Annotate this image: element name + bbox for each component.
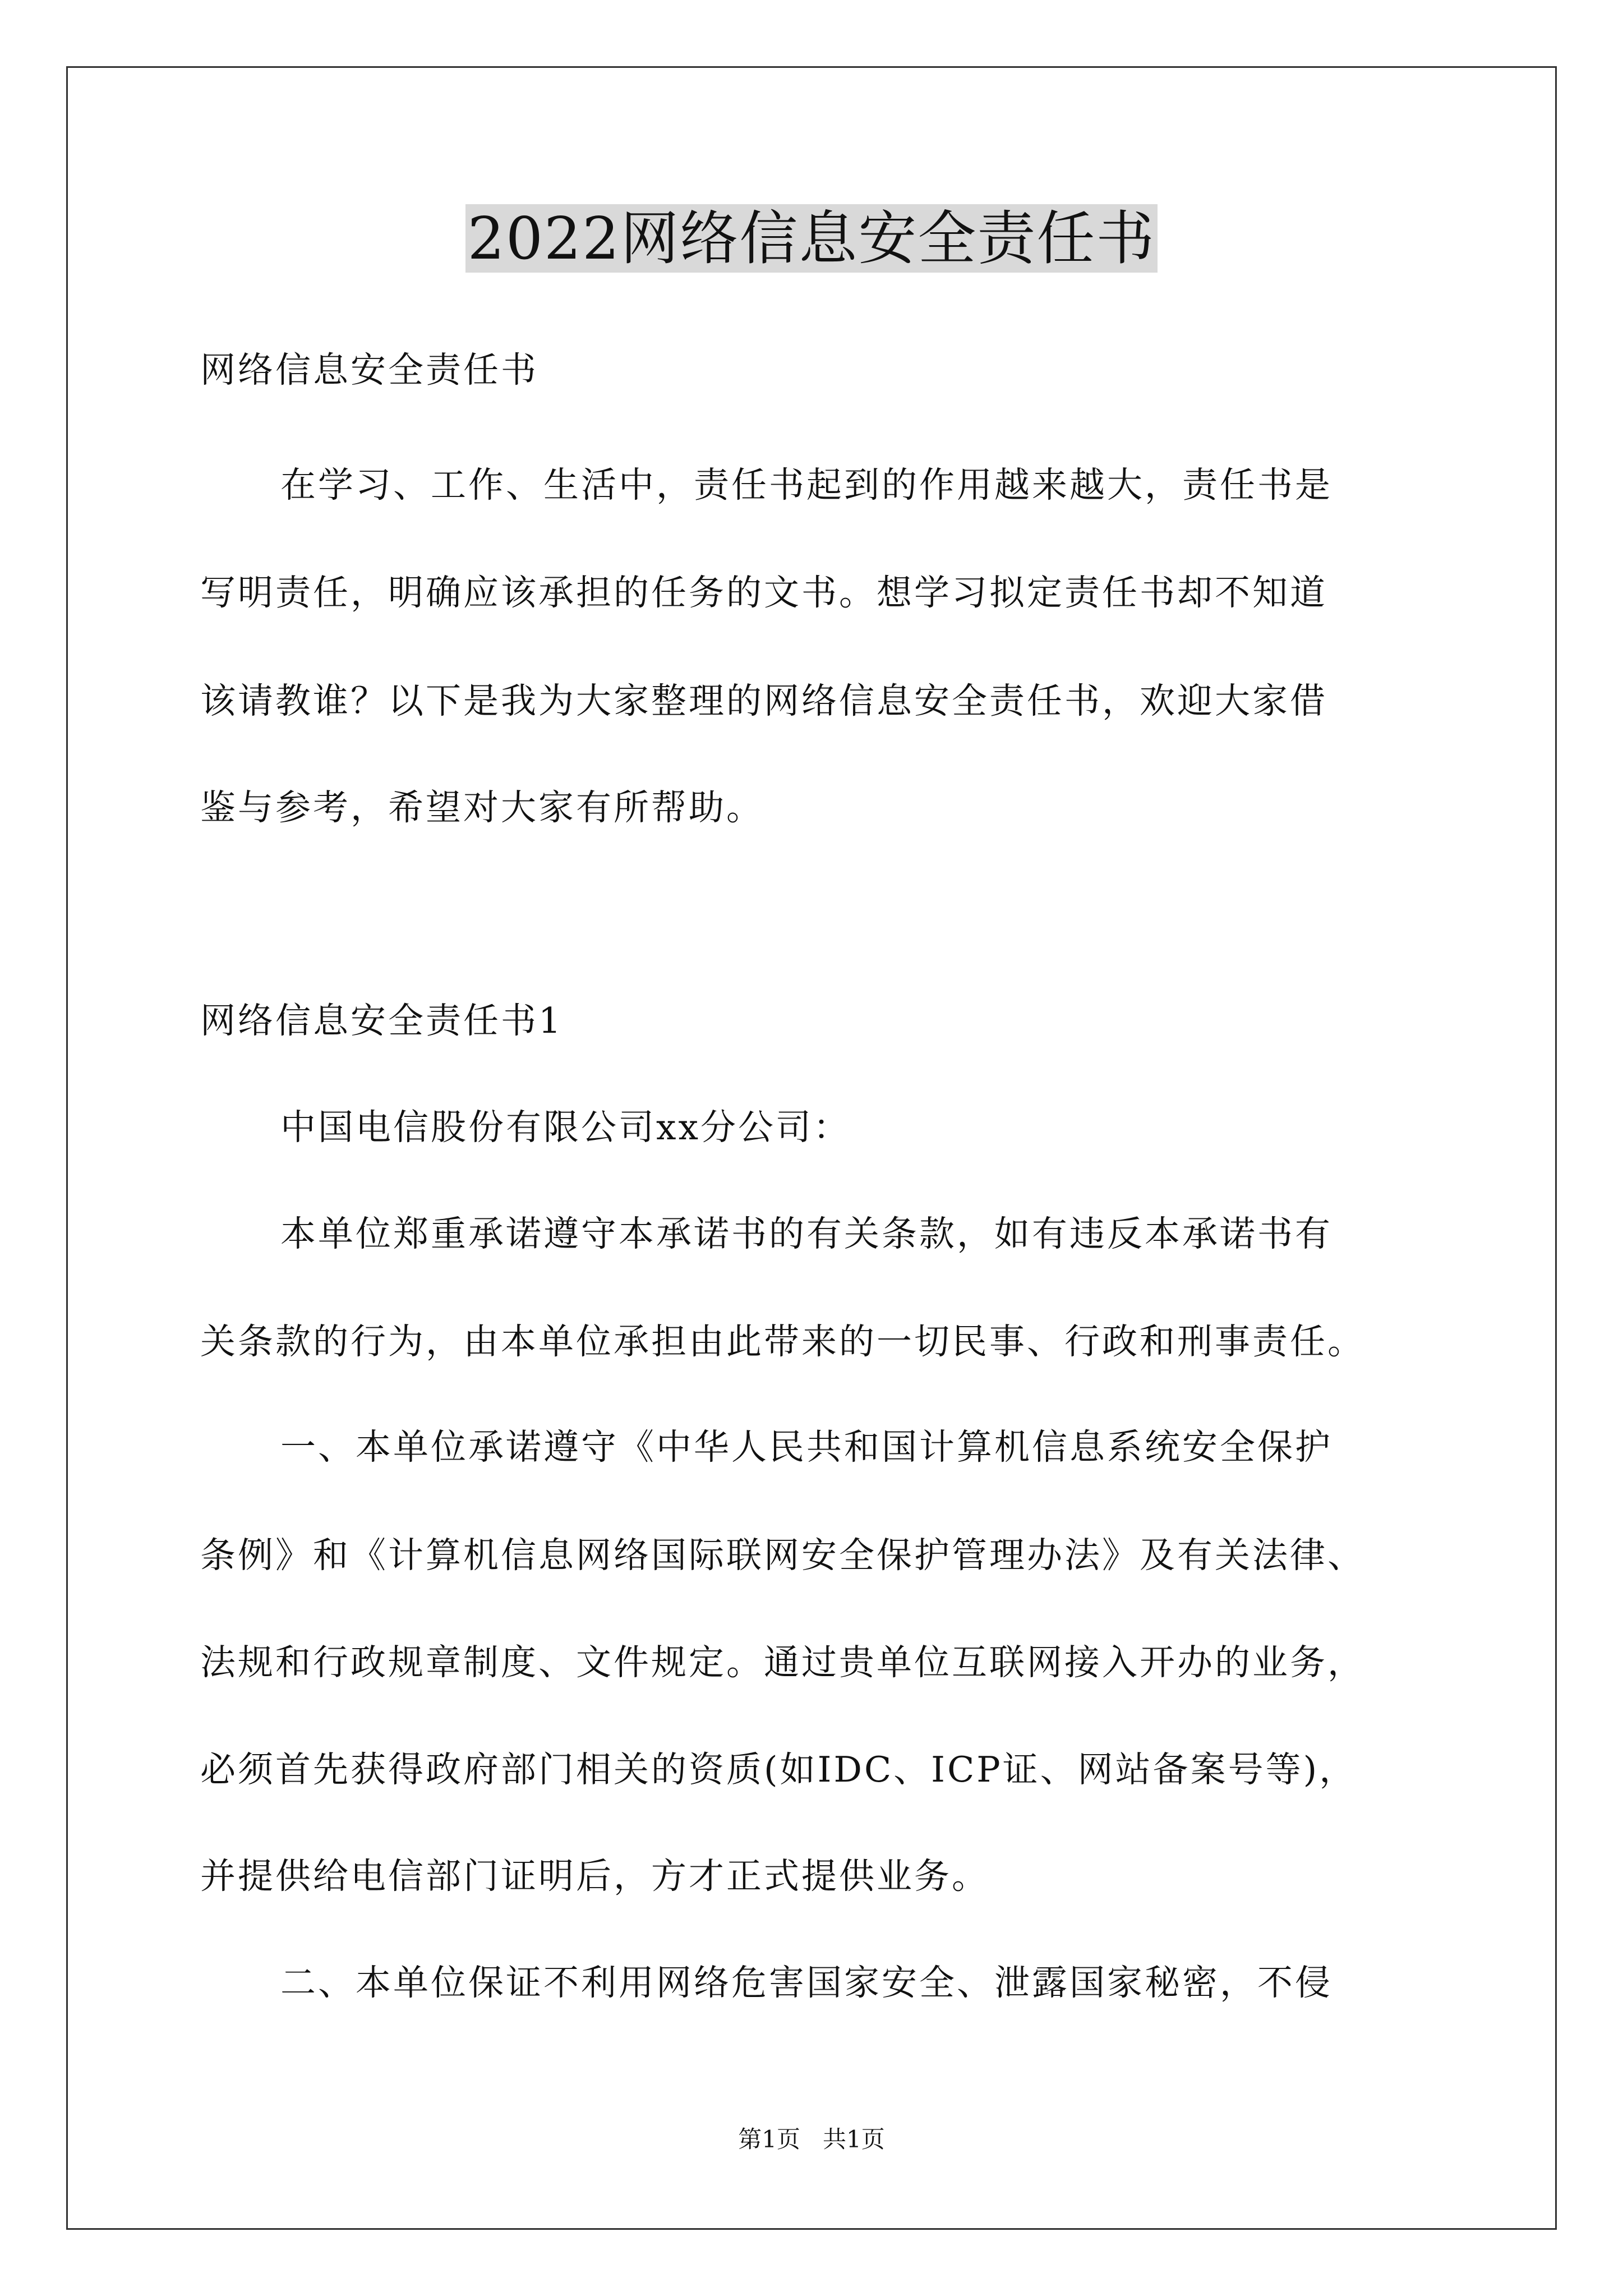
- section-heading: 网络信息安全责任书: [200, 349, 538, 390]
- paragraph-line: 本单位郑重承诺遵守本承诺书的有关条款，如有违反本承诺书有: [280, 1213, 1332, 1254]
- paragraph-line: 在学习、工作、生活中，责任书起到的作用越来越大，责任书是: [280, 464, 1332, 505]
- paragraph-line: 法规和行政规章制度、文件规定。通过贵单位互联网接入开办的业务，: [200, 1642, 1365, 1683]
- paragraph-line: 该请教谁？以下是我为大家整理的网络信息安全责任书，欢迎大家借: [200, 680, 1327, 721]
- paragraph-line: 条例》和《计算机信息网络国际联网安全保护管理办法》及有关法律、: [200, 1535, 1365, 1576]
- page-footer: 第1页 共1页: [738, 2125, 885, 2153]
- paragraph-line: 写明责任，明确应该承担的任务的文书。想学习拟定责任书却不知道: [200, 572, 1327, 613]
- section-heading: 网络信息安全责任书1: [200, 1000, 564, 1041]
- paragraph-line: 关条款的行为，由本单位承担由此带来的一切民事、行政和刑事责任。: [200, 1321, 1365, 1362]
- document-title: [0, 199, 1623, 278]
- paragraph-line: 二、本单位保证不利用网络危害国家安全、泄露国家秘密，不侵: [280, 1962, 1332, 2003]
- paragraph-line: 鉴与参考，希望对大家有所帮助。: [200, 787, 764, 828]
- document-title-text: 2022网络信息安全责任书: [465, 204, 1158, 273]
- addressee-line: 中国电信股份有限公司xx分公司：: [280, 1107, 851, 1148]
- paragraph-line: 一、本单位承诺遵守《中华人民共和国计算机信息系统安全保护: [280, 1427, 1332, 1467]
- paragraph-line: 必须首先获得政府部门相关的资质(如IDC、ICP证、网站备案号等)，: [200, 1749, 1357, 1790]
- paragraph-line: 并提供给电信部门证明后，方才正式提供业务。: [200, 1856, 989, 1897]
